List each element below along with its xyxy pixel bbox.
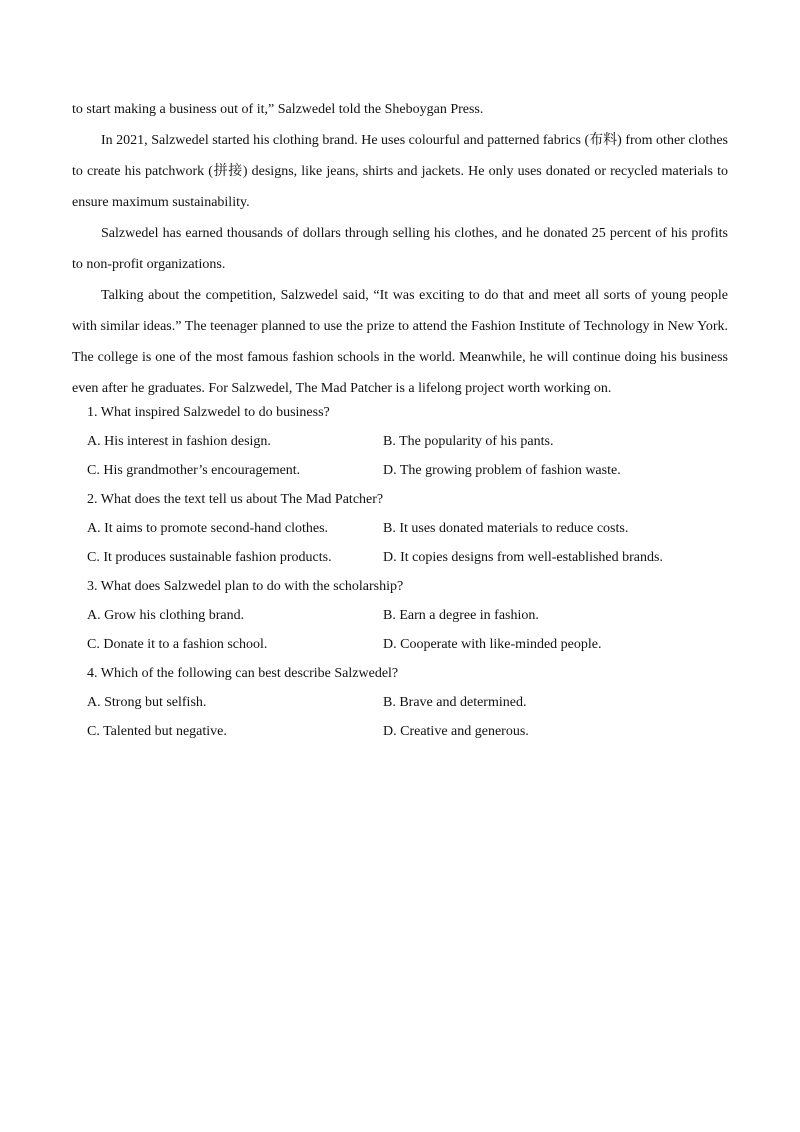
option-d: D. Creative and generous. <box>383 724 529 739</box>
option-c: C. Talented but negative. <box>87 724 227 739</box>
passage-paragraph: Salzwedel has earned thousands of dollars through selling his clothes, and he donated 25 percent of his profits to non-profit organizations. <box>72 226 728 272</box>
option-row <box>87 514 728 543</box>
option-c: C. It produces sustainable fashion products. <box>87 550 332 565</box>
question-stem: 1. What inspired Salzwedel to do business? <box>87 405 330 420</box>
option-a: A. Grow his clothing brand. <box>87 608 245 623</box>
option-b: B. It uses donated materials to reduce costs. <box>383 521 629 536</box>
option-row <box>87 456 728 485</box>
option-row <box>87 427 728 456</box>
passage-paragraph: In 2021, Salzwedel started his clothing brand. He uses colourful and patterned fabrics (布料) from other clothes to create his patchwork (拼接) designs, like jeans, shirts and jackets. He only uses donated or recycled materials to ensure maximum sustainability. <box>72 133 728 210</box>
option-row <box>87 543 728 572</box>
option-b: B. Earn a degree in fashion. <box>383 608 539 623</box>
option-d: D. The growing problem of fashion waste. <box>383 463 621 478</box>
question-4 <box>87 659 728 746</box>
passage-paragraph: Talking about the competition, Salzwedel said, “It was exciting to do that and meet all sorts of young people with similar ideas.” The teenager planned to use the prize to attend the Fashion Institute of Technology in New York. The college is one of the most famous fashion schools in the world. Meanwhile, he will continue doing his business even after he graduates. For Salzwedel, The Mad Patcher is a lifelong project worth working on. <box>72 288 728 396</box>
option-row <box>87 717 728 746</box>
option-row <box>87 688 728 717</box>
question-list <box>87 398 728 746</box>
option-c: C. Donate it to a fashion school. <box>87 637 268 652</box>
passage-paragraph: to start making a business out of it,” Salzwedel told the Sheboygan Press. <box>72 102 484 117</box>
option-row <box>87 601 728 630</box>
option-d: D. It copies designs from well-established brands. <box>383 550 663 565</box>
option-b: B. Brave and determined. <box>383 695 527 710</box>
option-a: A. His interest in fashion design. <box>87 434 271 449</box>
option-row <box>87 630 728 659</box>
option-a: A. Strong but selfish. <box>87 695 207 710</box>
reading-passage <box>72 94 728 404</box>
question-3 <box>87 572 728 659</box>
question-stem: 2. What does the text tell us about The Mad Patcher? <box>87 492 384 507</box>
question-stem: 4. Which of the following can best describe Salzwedel? <box>87 666 399 681</box>
option-a: A. It aims to promote second-hand clothes. <box>87 521 329 536</box>
option-b: B. The popularity of his pants. <box>383 434 554 449</box>
question-stem: 3. What does Salzwedel plan to do with the scholarship? <box>87 579 404 594</box>
option-d: D. Cooperate with like-minded people. <box>383 637 602 652</box>
option-c: C. His grandmother’s encouragement. <box>87 463 301 478</box>
question-2 <box>87 485 728 572</box>
question-1 <box>87 398 728 485</box>
